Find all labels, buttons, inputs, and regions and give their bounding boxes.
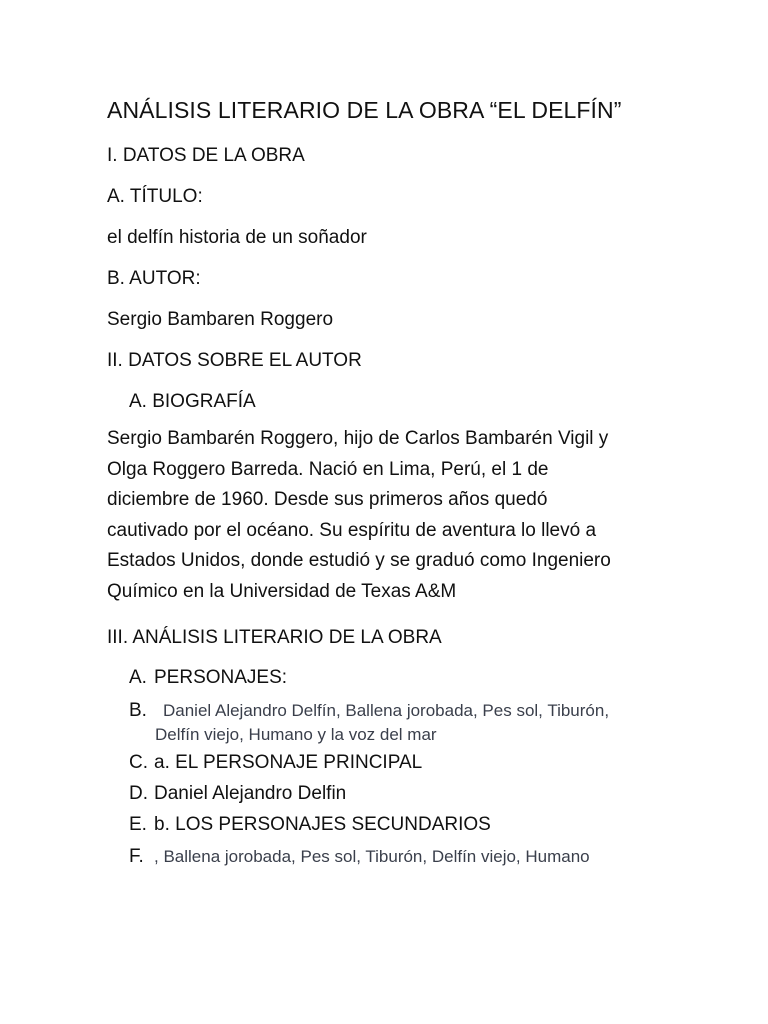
biografia-paragraph bbox=[107, 424, 667, 608]
list-item-c bbox=[129, 752, 422, 774]
personajes-secundarios-list: , Ballena jorobada, Pes sol, Tiburón, Delfín viejo, Humano bbox=[154, 847, 590, 866]
document-title: ANÁLISIS LITERARIO DE LA OBRA “EL DELFÍN” bbox=[107, 97, 622, 123]
titulo-value: el delfín historia de un soñador bbox=[107, 227, 367, 248]
list-item-f bbox=[129, 846, 590, 868]
biografia-line: cautivado por el océano. Su espíritu de aventura lo llevó a bbox=[107, 519, 597, 541]
personajes-list-line2: Delfín viejo, Humano y la voz del mar bbox=[155, 725, 437, 744]
biografia-line: Químico en la Universidad de Texas A&M bbox=[107, 580, 457, 602]
personajes-secundarios-heading: b. LOS PERSONAJES SECUNDARIOS bbox=[154, 814, 491, 835]
personajes-list-line1: Daniel Alejandro Delfín, Ballena jorobada, Pes sol, Tiburón, bbox=[163, 701, 610, 720]
biografia-label: A. BIOGRAFÍA bbox=[129, 391, 256, 412]
biografia-line: Sergio Bambarén Roggero, hijo de Carlos Bambarén Vigil y bbox=[107, 428, 609, 449]
titulo-label: A. TÍTULO: bbox=[107, 186, 203, 207]
biografia-line: Estados Unidos, donde estudió y se graduó como Ingeniero bbox=[107, 550, 611, 572]
autor-label: B. AUTOR: bbox=[107, 268, 201, 289]
personajes-label: PERSONAJES: bbox=[154, 667, 288, 688]
list-marker: D. bbox=[129, 783, 148, 804]
list-marker: C. bbox=[129, 752, 148, 773]
list-marker: E. bbox=[129, 814, 147, 835]
list-marker: B. bbox=[129, 700, 147, 721]
section-heading-datos-autor: II. DATOS SOBRE EL AUTOR bbox=[107, 350, 362, 371]
biografia-line: Olga Roggero Barreda. Nació en Lima, Perú, el 1 de bbox=[107, 458, 549, 480]
list-item-e bbox=[129, 814, 491, 836]
personaje-principal-heading: a. EL PERSONAJE PRINCIPAL bbox=[154, 752, 423, 773]
biografia-line: diciembre de 1960. Desde sus primeros años quedó bbox=[107, 489, 548, 511]
section-heading-datos-obra: I. DATOS DE LA OBRA bbox=[107, 145, 305, 166]
section-heading-analisis: III. ANÁLISIS LITERARIO DE LA OBRA bbox=[107, 627, 442, 648]
list-item-d bbox=[129, 783, 346, 805]
list-marker: A. bbox=[129, 667, 147, 688]
list-marker: F. bbox=[129, 846, 144, 867]
personaje-principal-name: Daniel Alejandro Delfin bbox=[154, 783, 347, 804]
list-item-a bbox=[129, 667, 287, 689]
autor-value: Sergio Bambaren Roggero bbox=[107, 309, 334, 330]
list-item-b bbox=[129, 700, 154, 722]
